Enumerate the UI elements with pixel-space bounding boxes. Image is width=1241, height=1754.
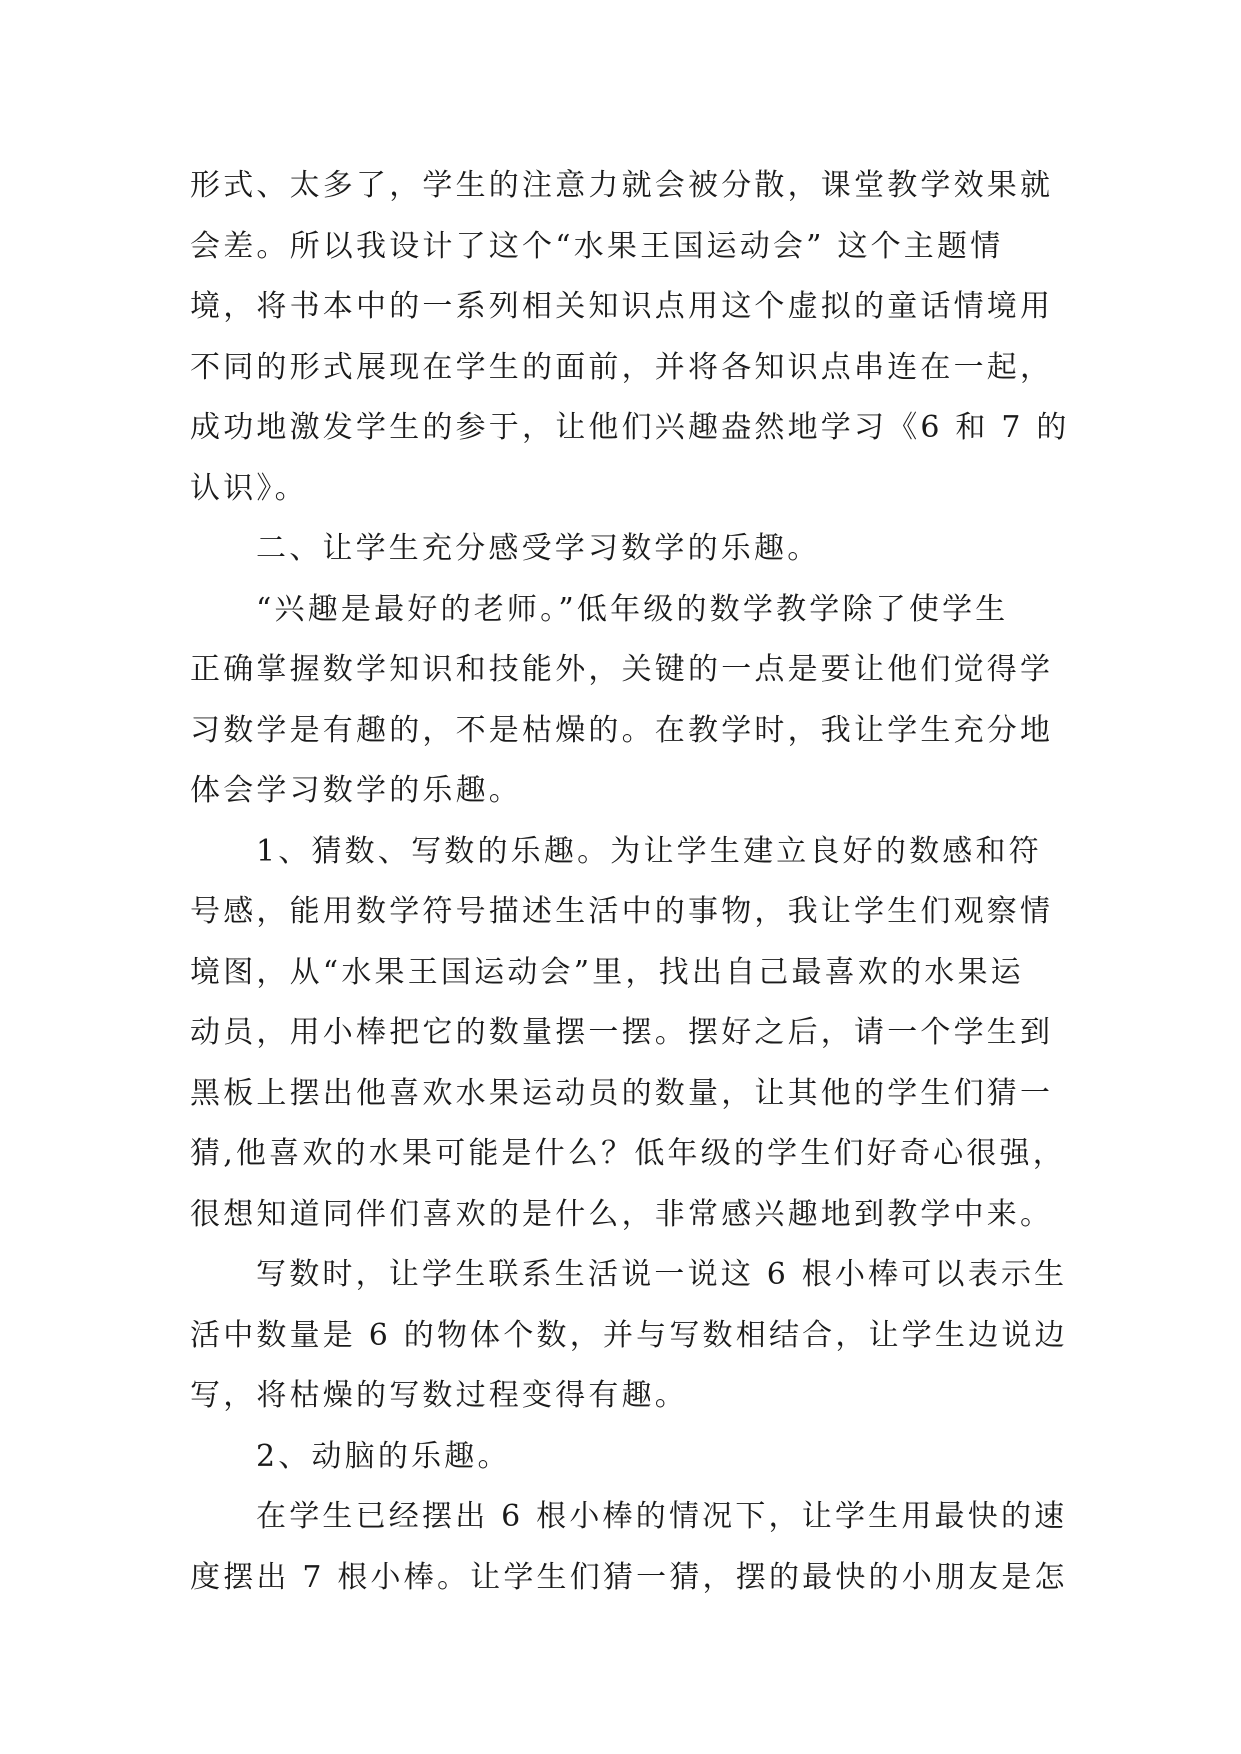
text-line: 写，将枯燥的写数过程变得有趣。: [190, 1378, 688, 1413]
text-line: 境图，从“水果王国运动会”里，找出自己最喜欢的水果运: [190, 954, 1024, 990]
text-line: 会差。所以我设计了这个“水果王国运动会” 这个主题情: [190, 228, 1004, 264]
text-line: 动员，用小棒把它的数量摆一摆。摆好之后，请一个学生到: [190, 1015, 1054, 1050]
text-line: 认识》。: [190, 470, 308, 506]
text-line: 不同的形式展现在学生的面前，并将各知识点串连在一起，: [190, 349, 1054, 385]
text-line: 2、动脑的乐趣。: [256, 1438, 511, 1474]
text-line: 写数时，让学生联系生活说一说这 6 根小棒可以表示生: [256, 1257, 1068, 1292]
text-line: 在学生已经摆出 6 根小棒的情况下，让学生用最快的速: [256, 1499, 1068, 1534]
text-line: 活中数量是 6 的物体个数，并与写数相结合，让学生边说边: [190, 1317, 1068, 1353]
text-line: “兴趣是最好的老师。”低年级的数学教学除了使学生: [256, 591, 1009, 627]
text-line: 体会学习数学的乐趣。: [190, 773, 522, 808]
text-line: 黑板上摆出他喜欢水果运动员的数量，让其他的学生们猜一: [190, 1075, 1054, 1111]
text-line: 境，将书本中的一系列相关知识点用这个虚拟的童话情境用: [190, 289, 1054, 324]
text-line: 习数学是有趣的，不是枯燥的。在教学时，我让学生充分地: [190, 712, 1054, 748]
body-text: [190, 156, 1070, 1608]
text-line: 度摆出 7 根小棒。让学生们猜一猜，摆的最快的小朋友是怎: [190, 1559, 1068, 1595]
text-line: 猜,他喜欢的水果可能是什么？低年级的学生们好奇心很强，: [190, 1136, 1066, 1171]
text-line: 成功地激发学生的参于，让他们兴趣盎然地学习《6 和 7 的: [190, 410, 1070, 445]
text-line: 很想知道同伴们喜欢的是什么，非常感兴趣地到教学中来。: [190, 1196, 1054, 1232]
section-heading: 二、让学生充分感受学习数学的乐趣。: [256, 531, 821, 566]
text-line: 1、猜数、写数的乐趣。为让学生建立良好的数感和符: [256, 833, 1042, 869]
text-line: 正确掌握数学知识和技能外，关键的一点是要让他们觉得学: [190, 652, 1054, 687]
text-line: 号感，能用数学符号描述生活中的事物，我让学生们观察情: [190, 894, 1054, 929]
text-line: 形式、太多了，学生的注意力就会被分散，课堂教学效果就: [190, 168, 1054, 203]
